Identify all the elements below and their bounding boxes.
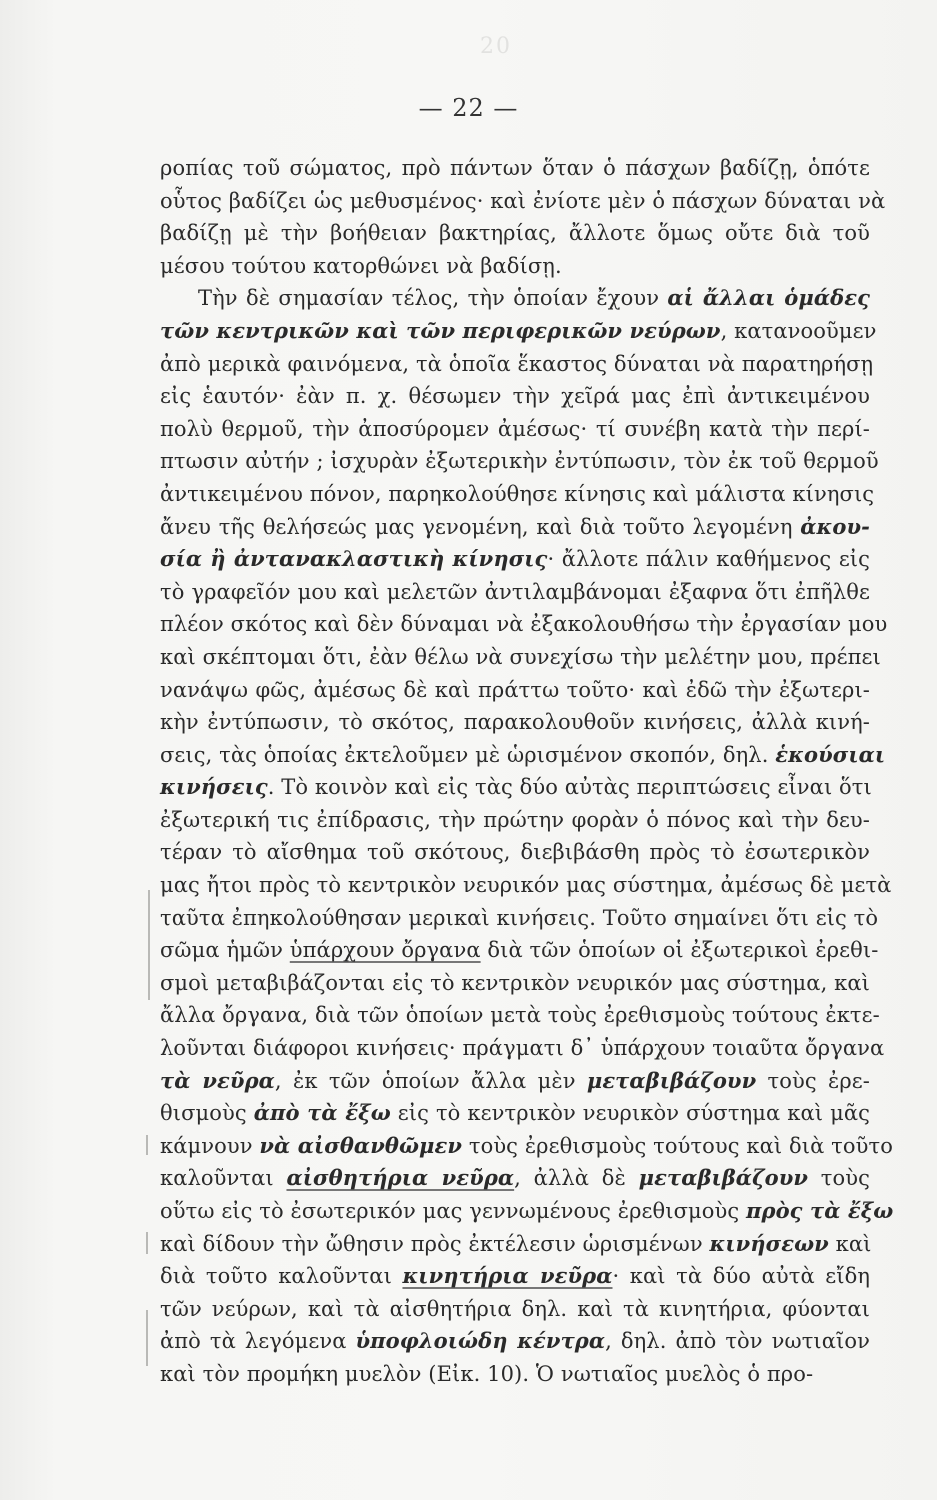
- text-run: ροπίας τοῦ σώματος, πρὸ πάντων ὅταν ὁ πάσχων βαδίζῃ, ὁπότε: [160, 156, 870, 180]
- text-run: καὶ: [828, 1231, 872, 1256]
- emphasized-text: αἰσθητήρια νεῦρα: [286, 1165, 515, 1191]
- text-line: [160, 1097, 870, 1130]
- text-run: · ἄλλοτε πάλιν καθήμενος εἰς: [547, 547, 871, 572]
- text-run: ταῦτα ἐπηκολούθησαν μερικαὶ κινήσεις. Τοῦτο σημαίνει ὅτι εἰς τὸ: [160, 905, 879, 930]
- text-line: [160, 152, 870, 185]
- emphasized-text: πρὸς τὰ ἔξω: [746, 1198, 894, 1223]
- text-run: κὴν ἐντύπωσιν, τὸ σκότος, παρακολουθοῦν κινήσεις, ἀλλὰ κινή-: [160, 710, 870, 735]
- text-run: σεις, τὰς ὁποίας ἐκτελοῦμεν μὲ ὡρισμένον σκοπόν, δηλ.: [160, 742, 776, 767]
- emphasized-text: κινήσεις: [160, 774, 268, 800]
- text-line: [160, 934, 879, 967]
- text-line: [160, 967, 870, 1000]
- text-run: σμοὶ μεταβιβάζονται εἰς τὸ κεντρικὸν νευρικόν μας σύστημα, καὶ: [160, 970, 870, 995]
- text-line: [160, 217, 870, 250]
- text-line: [160, 1293, 870, 1326]
- text-run: βαδίζῃ μὲ τὴν βοήθειαν βακτηρίας, ἄλλοτε ὅμως οὔτε διὰ τοῦ: [160, 221, 870, 246]
- text-line: [160, 185, 886, 218]
- emphasized-text: αἱ ἄλλαι ὁμάδες: [667, 285, 870, 311]
- text-run: κάμνουν: [160, 1133, 260, 1158]
- emphasized-text: ἀκου-: [800, 513, 870, 539]
- emphasized-text: κινήσεων: [709, 1230, 829, 1256]
- text-run: τῶν νεύρων, καὶ τὰ αἰσθητήρια δηλ. καὶ τὰ κινητήρια, φύονται: [160, 1296, 870, 1321]
- text-line: [160, 282, 870, 315]
- text-line: [160, 869, 892, 902]
- text-run: τοὺς: [808, 1166, 870, 1191]
- text-run: · καὶ τὰ δύο αὐτὰ εἴδη: [612, 1264, 870, 1289]
- text-line: [160, 576, 870, 609]
- text-line: [160, 1195, 894, 1228]
- text-run: θισμοὺς: [160, 1101, 254, 1126]
- text-run: , κατανοοῦμεν: [720, 318, 877, 343]
- text-run: τοὺς ἐρεθισμοὺς τούτους καὶ διὰ τοῦτο: [462, 1133, 893, 1158]
- emphasized-text: ὑπάρχουν ὄργανα: [289, 938, 481, 963]
- pencil-margin-mark: [146, 1135, 148, 1155]
- text-run: ἀπὸ τὰ λεγόμενα: [160, 1329, 356, 1354]
- text-run: καλοῦνται: [160, 1166, 287, 1191]
- text-run: εἰς τὸ κεντρικὸν νευρικὸν σύστημα καὶ μᾶς: [390, 1101, 870, 1126]
- text-line: [160, 315, 877, 348]
- emphasized-text: μεταβιβάζουν: [586, 1067, 757, 1093]
- text-line: [160, 1358, 870, 1391]
- text-line: [160, 348, 874, 381]
- text-line: [160, 1032, 885, 1065]
- emphasized-text: τὰ νεῦρα: [160, 1067, 275, 1093]
- text-run: μέσου τούτου κατορθώνει νὰ βαδίσῃ.: [160, 253, 562, 278]
- text-line: [160, 804, 870, 837]
- page-number: — 22 —: [418, 94, 519, 122]
- text-line: [160, 478, 875, 511]
- text-run: οὗτος βαδίζει ὡς μεθυσμένος· καὶ ἐνίοτε μὲν ὁ πάσχων δύναται νὰ: [160, 188, 886, 213]
- text-run: διὰ τοῦτο καλοῦνται: [160, 1264, 403, 1289]
- text-run: ἀντικειμένου πόνον, παρηκολούθησε κίνησις καὶ μάλιστα κίνησις: [160, 481, 875, 506]
- text-run: Τὴν δὲ σημασίαν τέλος, τὴν ὁποίαν ἔχουν: [198, 286, 668, 311]
- text-run: πλέον σκότος καὶ δὲν δύναμαι νὰ ἐξακολουθήσω τὴν ἐργασίαν μου: [160, 612, 888, 637]
- bleed-through-page-number: 20: [480, 34, 512, 59]
- text-run: τέραν τὸ αἴσθημα τοῦ σκότους, διεβιβάσθη πρὸς τὸ ἐσωτερικὸν: [160, 840, 870, 865]
- pencil-margin-mark: [146, 1310, 148, 1366]
- text-run: ἄνευ τῆς θελήσεώς μας γενομένη, καὶ διὰ τοῦτο λεγομένη: [160, 514, 801, 539]
- text-line: [160, 674, 870, 707]
- text-run: . Τὸ κοινὸν καὶ εἰς τὰς δύο αὐτὰς περιπτώσεις εἶναι ὅτι: [267, 775, 872, 800]
- text-run: νανάψω φῶς, ἀμέσως δὲ καὶ πράττω τοῦτο· καὶ ἐδῶ τὴν ἐξωτερι-: [160, 677, 870, 702]
- text-run: μας ἤτοι πρὸς τὸ κεντρικὸν νευρικόν μας σύστημα, ἀμέσως δὲ μετὰ: [160, 873, 892, 898]
- text-run: καὶ τὸν προμήκη μυελὸν (Εἰκ. 10). Ὁ νωτιαῖος μυελὸς ὁ προ-: [160, 1361, 814, 1386]
- text-run: λοῦνται διάφοροι κινήσεις· πράγματι δ᾽ ὑπάρχουν τοιαῦτα ὄργανα: [160, 1036, 885, 1061]
- body-text: [160, 152, 894, 1391]
- emphasized-text: ἑκούσιαι: [775, 741, 886, 767]
- text-line: [160, 1130, 893, 1163]
- text-line: [160, 836, 870, 869]
- emphasized-text: μεταβιβάζουν: [638, 1165, 809, 1191]
- text-line: [160, 1065, 870, 1098]
- text-run: τοὺς ἐρε-: [756, 1068, 870, 1093]
- text-line: [160, 1228, 870, 1261]
- text-run: σῶμα ἡμῶν: [160, 938, 290, 963]
- text-line: [160, 511, 870, 544]
- text-line: [160, 543, 870, 576]
- text-run: , ἀλλὰ δὲ: [514, 1166, 639, 1191]
- text-run: τὸ γραφεῖόν μου καὶ μελετῶν ἀντιλαμβάνομαι ἐξαφνα ὅτι ἐπῆλθε: [160, 579, 870, 604]
- text-line: [160, 1260, 870, 1293]
- text-line: [160, 771, 870, 804]
- text-run: οὕτω εἰς τὸ ἐσωτερικόν μας γεννωμένους ἐρεθισμοὺς: [160, 1199, 747, 1223]
- text-line: [160, 413, 870, 446]
- emphasized-text: σία ἢ ἀντανακλαστικὴ κίνησις: [160, 546, 548, 572]
- text-line: [160, 706, 870, 739]
- text-line: [160, 250, 870, 283]
- text-line: [160, 999, 880, 1032]
- text-run: καὶ σκέπτομαι ὅτι, ἐὰν θέλω νὰ συνεχίσω τὴν μελέτην μου, πρέπει: [160, 644, 881, 669]
- text-run: , ἐκ τῶν ὁποίων ἄλλα μὲν: [274, 1068, 587, 1093]
- text-run: εἰς ἑαυτόν· ἐὰν π. χ. θέσωμεν τὴν χεῖρά μας ἐπὶ ἀντικειμένου: [160, 384, 870, 409]
- text-run: ἀπὸ μερικὰ φαινόμενα, τὰ ὁποῖα ἕκαστος δύναται νὰ παρατηρήσῃ: [160, 351, 874, 376]
- text-line: [160, 1162, 870, 1195]
- text-line: [160, 445, 879, 478]
- text-run: ἐξωτερική τις ἐπίδρασις, τὴν πρώτην φορὰν ὁ πόνος καὶ τὴν δευ-: [160, 807, 870, 832]
- text-line: [160, 1325, 870, 1358]
- text-line: [160, 380, 870, 413]
- text-run: καὶ δίδουν τὴν ὤθησιν πρὸς ἐκτέλεσιν ὡρισμένων: [160, 1231, 710, 1256]
- emphasized-text: τῶν κεντρικῶν καὶ τῶν περιφερικῶν νεύρων: [160, 317, 721, 343]
- text-line: [160, 902, 879, 935]
- text-run: διὰ τῶν ὁποίων οἱ ἐξωτερικοὶ ἐρεθι-: [480, 938, 879, 963]
- text-run: ἄλλα ὄργανα, διὰ τῶν ὁποίων μετὰ τοὺς ἐρεθισμοὺς τούτους ἐκτε-: [160, 1003, 880, 1028]
- text-run: πολὺ θερμοῦ, τὴν ἀποσύρομεν ἀμέσως· τί συνέβη κατὰ τὴν περί-: [160, 416, 870, 441]
- emphasized-text: κινητήρια νεῦρα: [402, 1263, 613, 1289]
- pencil-margin-mark: [146, 1232, 148, 1254]
- emphasized-text: ἀπὸ τὰ ἔξω: [253, 1100, 391, 1126]
- text-line: [160, 739, 886, 772]
- pencil-margin-mark: [148, 890, 150, 1000]
- emphasized-text: ὑποφλοιώδη κέντρα: [355, 1328, 606, 1354]
- text-line: [160, 608, 888, 641]
- emphasized-text: νὰ αἰσθανθῶμεν: [259, 1132, 463, 1158]
- text-run: πτωσιν αὐτήν ; ἰσχυρὰν ἐξωτερικὴν ἐντύπωσιν, τὸν ἐκ τοῦ θερμοῦ: [160, 449, 879, 474]
- text-run: , δηλ. ἀπὸ τὸν νωτιαῖον: [605, 1329, 870, 1354]
- text-line: [160, 641, 881, 674]
